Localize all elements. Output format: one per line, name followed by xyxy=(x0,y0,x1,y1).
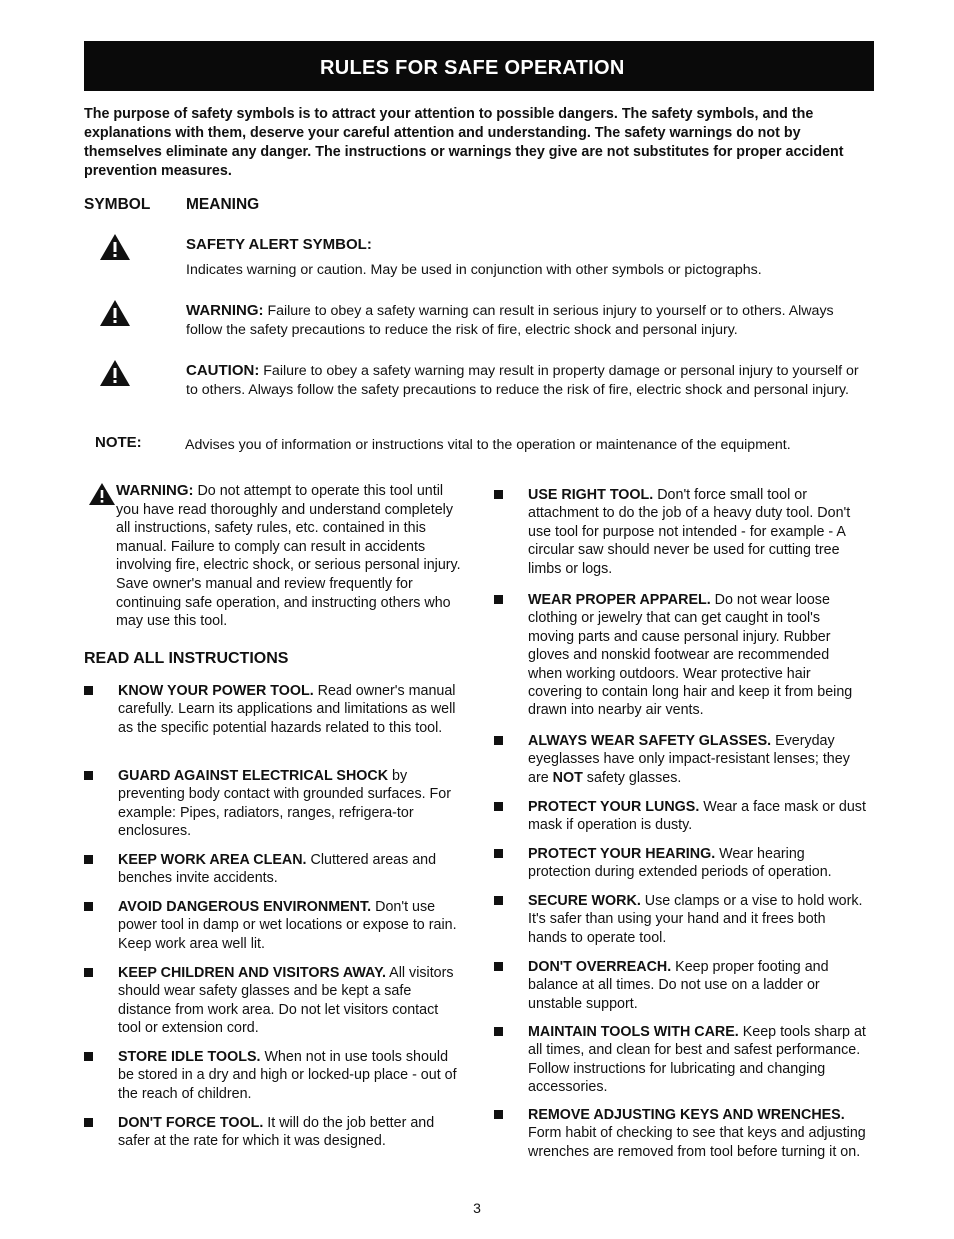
definition-safety-alert xyxy=(186,236,866,279)
bullet-icon xyxy=(84,902,93,911)
definition-text: Indicates warning or caution. May be used in conjunction with other symbols or pictographs. xyxy=(186,261,762,278)
bullet-icon xyxy=(494,1110,503,1119)
definition-title: CAUTION: xyxy=(186,362,260,379)
item-title: DON'T OVERREACH. xyxy=(528,959,672,975)
definition-text: Failure to obey a safety warning may result in property damage or personal injury to yourself or to others. Always follow the safety precautions to reduce the risk of fire, electric shock and personal injury. xyxy=(186,363,859,398)
bullet-icon xyxy=(84,1052,93,1061)
item-title: WEAR PROPER APPAREL. xyxy=(528,592,711,608)
bullet-icon xyxy=(494,849,503,858)
section-title: READ ALL INSTRUCTIONS xyxy=(84,650,289,667)
caution-icon xyxy=(98,358,132,388)
safety-alert-icon xyxy=(98,232,132,262)
item-text: Keep proper footing and balance at all times. Do not use on a ladder or unstable support. xyxy=(528,959,829,1012)
page-title: RULES FOR SAFE OPERATION xyxy=(320,57,625,79)
item-text: It will do the job better and safer at the rate for which it was designed. xyxy=(118,1115,435,1150)
item-text: Do not wear loose clothing or jewelry that can get caught in tool's moving parts and cause personal injury. Rubber gloves and nonskid footwear are recommended when working outdoors. Wear protective hair covering to contain long hair and keep it from being drawn into nearby air vents. xyxy=(528,592,853,719)
item-title: USE RIGHT TOOL. xyxy=(528,487,654,503)
warning-title: WARNING: xyxy=(116,482,194,499)
item-text: Read owner's manual carefully. Learn its applications and limitations as well as the specific potential hazards related to this tool. xyxy=(118,683,456,736)
warning-icon xyxy=(98,298,132,328)
item-text-tail: safety glasses. xyxy=(582,769,682,786)
item-title: PROTECT YOUR LUNGS. xyxy=(528,799,700,815)
warning-block xyxy=(88,482,468,631)
item-text: Form habit of checking to see that keys and adjusting wrenches are removed from tool before turning it on. xyxy=(528,1125,866,1160)
item-title: PROTECT YOUR HEARING. xyxy=(528,846,716,862)
note-text: Advises you of information or instructions vital to the operation or maintenance of the equipment. xyxy=(185,437,791,453)
intro-paragraph: The purpose of safety symbols is to attract your attention to possible dangers. The safety symbols, and the explanations with them, deserve your careful attention and understanding. The safety warnings do not by themselves eliminate any danger. The instructions or warnings they give are not substitutes for proper accident prevention measures. xyxy=(84,106,844,179)
symbol-column-header: SYMBOL xyxy=(84,196,151,213)
bullet-icon xyxy=(494,595,503,604)
warning-icon xyxy=(88,482,116,506)
bullet-icon xyxy=(494,1027,503,1036)
item-title: KNOW YOUR POWER TOOL. xyxy=(118,683,314,699)
item-title: ALWAYS WEAR SAFETY GLASSES. xyxy=(528,733,772,749)
bullet-icon xyxy=(494,896,503,905)
item-emphasis: NOT xyxy=(552,769,583,786)
definition-text: Failure to obey a safety warning can result in serious injury to yourself or to others. Always follow the safety precautions to reduce the risk of fire, electric shock and personal injury. xyxy=(186,303,834,338)
page-number: 3 xyxy=(473,1200,481,1216)
bullet-icon xyxy=(494,962,503,971)
bullet-icon xyxy=(84,1118,93,1127)
bullet-icon xyxy=(84,686,93,695)
item-title: MAINTAIN TOOLS WITH CARE. xyxy=(528,1024,739,1040)
item-title: GUARD AGAINST ELECTRICAL SHOCK xyxy=(118,768,389,784)
bullet-icon xyxy=(84,968,93,977)
item-title: KEEP WORK AREA CLEAN. xyxy=(118,852,307,868)
item-text: by preventing body contact with grounded surfaces. For example: Pipes, radiators, ranges, refrigera-tor enclosures. xyxy=(118,768,451,840)
item-title: KEEP CHILDREN AND VISITORS AWAY. xyxy=(118,965,386,981)
item-text: Wear hearing protection during extended periods of operation. xyxy=(528,846,832,881)
definition-warning xyxy=(186,302,866,339)
item-title: SECURE WORK. xyxy=(528,893,641,909)
item-text: When not in use tools should be stored in a dry and high or locked-up place - out of the reach of children. xyxy=(118,1049,457,1102)
item-title: STORE IDLE TOOLS. xyxy=(118,1049,261,1065)
note-label: NOTE: xyxy=(95,434,142,451)
item-text: Wear a face mask or dust mask if operation is dusty. xyxy=(528,799,866,834)
item-text: Keep tools sharp at all times, and clean for best and safest performance. Follow instructions for lubricating and changing accessories. xyxy=(528,1024,866,1096)
item-text: Don't force small tool or attachment to do the job of a heavy duty tool. Don't use tool for purpose not intended - for example - A circular saw should never be used for cutting tree limbs or logs. xyxy=(528,487,851,577)
meaning-column-header: MEANING xyxy=(186,196,260,213)
bullet-icon xyxy=(494,736,503,745)
bullet-icon xyxy=(84,771,93,780)
item-title: AVOID DANGEROUS ENVIRONMENT. xyxy=(118,899,372,915)
item-title: REMOVE ADJUSTING KEYS AND WRENCHES. xyxy=(528,1107,845,1123)
item-text: Use clamps or a vise to hold work. It's safer than using your hand and it frees both hands to operate tool. xyxy=(528,893,863,946)
bullet-icon xyxy=(84,855,93,864)
item-text: Cluttered areas and benches invite accidents. xyxy=(118,852,437,887)
item-text: Don't use power tool in damp or wet locations or expose to rain. Keep work area well lit. xyxy=(118,899,457,952)
bullet-icon xyxy=(494,490,503,499)
item-text: All visitors should wear safety glasses and be kept a safe distance from work area. Do not let visitors contact tool or extension cord. xyxy=(118,965,454,1037)
definition-title: WARNING: xyxy=(186,302,264,319)
bullet-icon xyxy=(494,802,503,811)
warning-text: Do not attempt to operate this tool until you have read thoroughly and understand completely all instructions, safety rules, etc. contained in this manual. Failure to comply can result in accidents involving fire, electric shock, or serious personal injury. Save owner's manual and review frequently for continuing safe operation, and instructing others who may use this tool. xyxy=(116,483,461,630)
definition-caution xyxy=(186,362,866,399)
title-banner xyxy=(84,41,874,91)
definition-title: SAFETY ALERT SYMBOL: xyxy=(186,236,372,253)
item-text: Everyday eyeglasses have only impact-resistant lenses; they are xyxy=(528,733,850,786)
item-title: DON'T FORCE TOOL. xyxy=(118,1115,264,1131)
